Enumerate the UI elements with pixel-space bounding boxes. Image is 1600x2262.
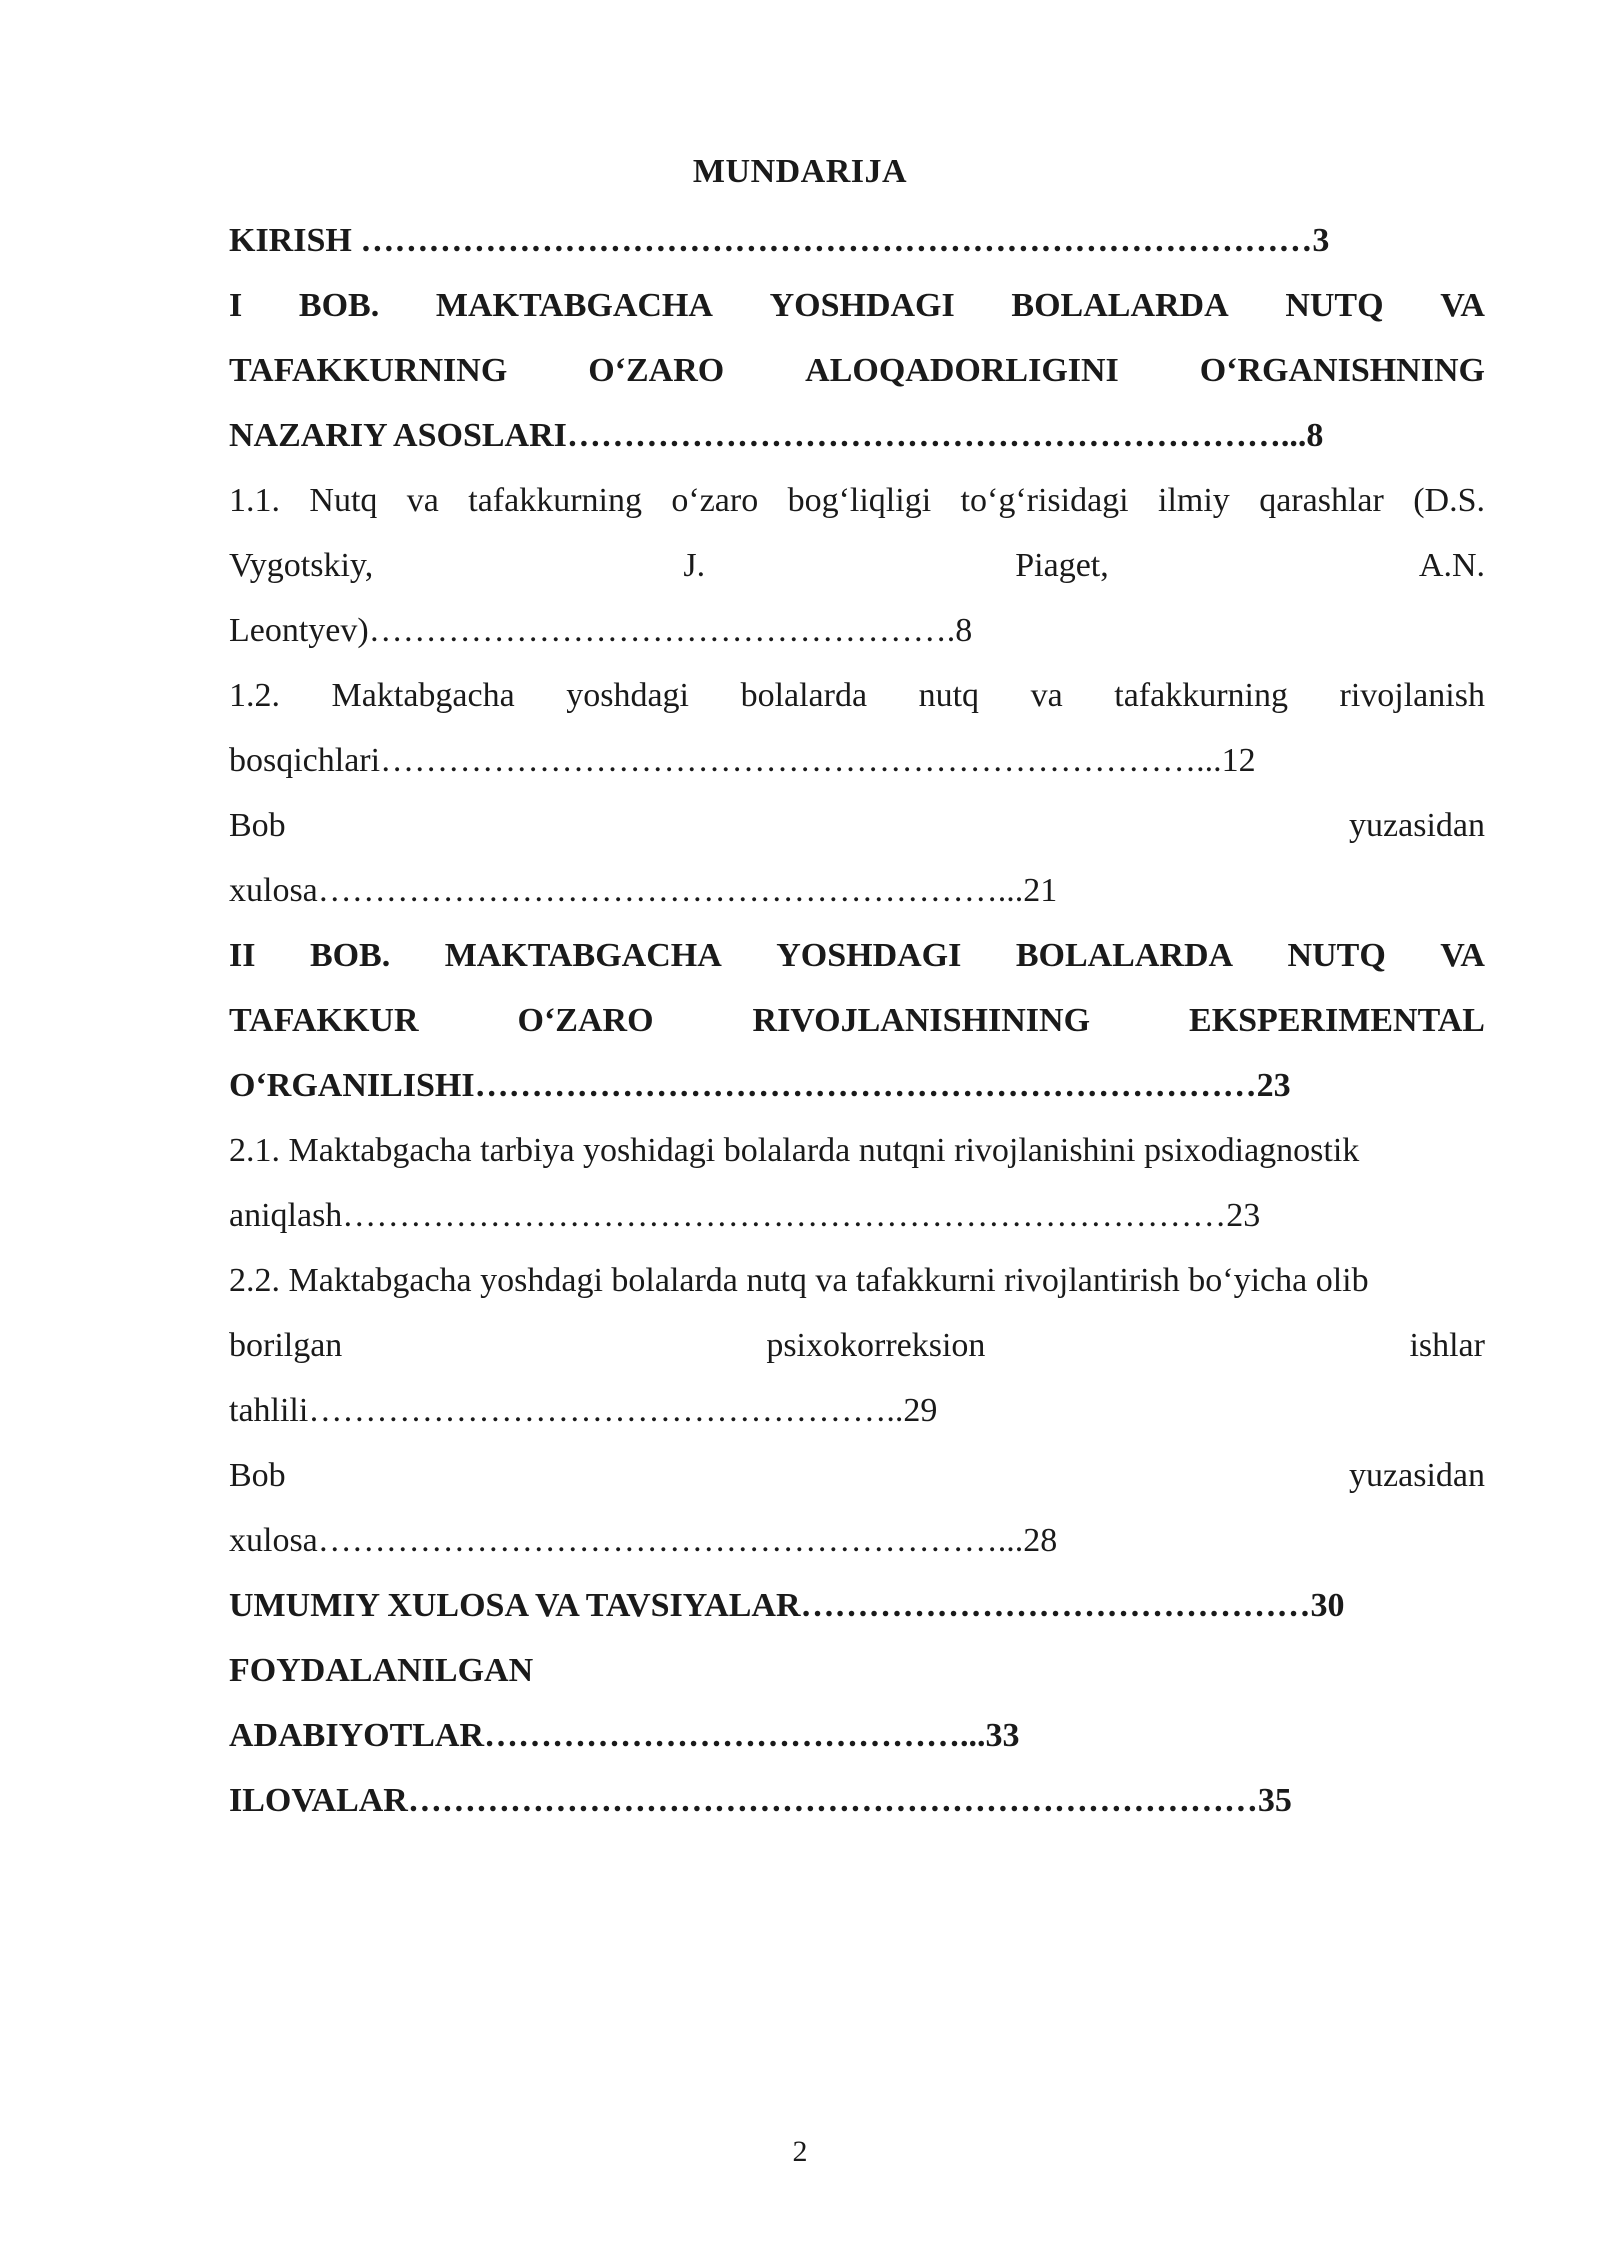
toc-word: 1.2. — [229, 677, 280, 714]
toc-word: va — [1030, 677, 1063, 714]
toc-word: 1.1. — [229, 482, 280, 519]
toc-section-2-2-line-2 — [229, 1313, 1485, 1378]
toc-word: qarashlar — [1259, 482, 1384, 519]
toc-section-1-1-line-3: Leontyev)…………………………………………….8 — [229, 612, 973, 649]
toc-word: to‘g‘risidagi — [960, 482, 1129, 519]
toc-word: yuzasidan — [1349, 807, 1485, 844]
toc-entry-kirish: KIRISH …………………………………………………………………………3 — [229, 222, 1330, 259]
toc-section-2-2-line-1: 2.2. Maktabgacha yoshdagi bolalarda nutq va tafakkurni rivojlantirish bo‘yicha olib — [229, 1262, 1369, 1299]
toc-word: tafakkurning — [468, 482, 642, 519]
toc-chapter-2-title-line-2 — [229, 988, 1485, 1053]
toc-word: BOB. — [309, 937, 391, 974]
toc-word: yuzasidan — [1349, 1457, 1485, 1494]
toc-word: bog‘liqligi — [787, 482, 932, 519]
toc-word: ishlar — [1409, 1327, 1485, 1364]
toc-word: rivojlanish — [1339, 677, 1485, 714]
toc-word: BOLALARDA — [1011, 287, 1229, 324]
toc-word: bolalarda — [740, 677, 868, 714]
toc-word: borilgan — [229, 1327, 343, 1364]
toc-chapter-2-title-line-3: O‘RGANILISHI……………………………………………………………23 — [229, 1067, 1291, 1104]
toc-word: MAKTABGACHA — [435, 287, 713, 324]
toc-chapter-2-summary-line-2: xulosa……………………………………………………...28 — [229, 1522, 1058, 1559]
toc-word: (D.S. — [1413, 482, 1485, 519]
toc-section-2-1-line-1: 2.1. Maktabgacha tarbiya yoshidagi bolalarda nutqni rivojlanishini psixodiagnostik — [229, 1132, 1360, 1169]
toc-word: Vygotskiy, — [229, 547, 374, 584]
toc-section-1-1-line-2 — [229, 533, 1485, 598]
toc-word: BOLALARDA — [1015, 937, 1234, 974]
toc-chapter-2-summary-line-1 — [229, 1443, 1485, 1508]
toc-entry-appendices: ILOVALAR…………………………………………………………………35 — [229, 1782, 1292, 1819]
toc-entry-references-line-1: FOYDALANILGAN — [229, 1652, 534, 1689]
page-title: MUNDARIJA — [692, 153, 908, 190]
toc-word: o‘zaro — [671, 482, 759, 519]
toc-word: NUTQ — [1287, 937, 1386, 974]
toc-word: J. — [683, 547, 706, 584]
toc-word: VA — [1440, 287, 1485, 324]
toc-word: va — [406, 482, 439, 519]
toc-word: VA — [1440, 937, 1485, 974]
page-number: 2 — [792, 2135, 808, 2168]
toc-section-2-2-line-3: tahlili……………………………………………..29 — [229, 1392, 938, 1429]
toc-word: NUTQ — [1285, 287, 1384, 324]
toc-word: yoshdagi — [566, 677, 690, 714]
toc-entry-references-line-2: ADABIYOTLAR……………………………………...33 — [229, 1717, 1020, 1754]
toc-chapter-1-title-line-3: NAZARIY ASOSLARI………………………………………………………...8 — [229, 417, 1324, 454]
toc-word: YOSHDAGI — [776, 937, 962, 974]
toc-word: ALOQADORLIGINI — [805, 352, 1119, 389]
toc-word: II — [229, 937, 256, 974]
toc-word: MAKTABGACHA — [444, 937, 722, 974]
toc-section-2-1-line-2: aniqlash……………………………………………………………………23 — [229, 1197, 1261, 1234]
toc-word: EKSPERIMENTAL — [1189, 1002, 1485, 1039]
toc-chapter-1-title-line-1 — [229, 273, 1485, 338]
toc-word: Bob — [229, 807, 286, 844]
toc-word: O‘RGANISHNING — [1199, 352, 1485, 389]
toc-word: tafakkurning — [1114, 677, 1288, 714]
toc-word: A.N. — [1418, 547, 1485, 584]
toc-word: Piaget, — [1015, 547, 1109, 584]
toc-word: Bob — [229, 1457, 286, 1494]
toc-word: BOB. — [298, 287, 380, 324]
toc-chapter-1-summary-line-1 — [229, 793, 1485, 858]
toc-word: YOSHDAGI — [769, 287, 955, 324]
toc-word: I — [229, 287, 243, 324]
toc-chapter-1-title-line-2 — [229, 338, 1485, 403]
toc-word: TAFAKKURNING — [229, 352, 508, 389]
toc-word: TAFAKKUR — [229, 1002, 419, 1039]
table-of-contents — [229, 208, 1485, 1833]
toc-word: ilmiy — [1158, 482, 1230, 519]
toc-chapter-2-title-line-1 — [229, 923, 1485, 988]
toc-word: RIVOJLANISHINING — [752, 1002, 1091, 1039]
toc-word: Maktabgacha — [331, 677, 515, 714]
toc-chapter-1-summary-line-2: xulosa……………………………………………………...21 — [229, 872, 1058, 909]
toc-word: O‘ZARO — [588, 352, 725, 389]
toc-word: psixokorreksion — [766, 1327, 986, 1364]
toc-word: Nutq — [309, 482, 378, 519]
toc-word: nutq — [918, 677, 980, 714]
toc-section-1-2-line-2: bosqichlari………………………………………………………………...12 — [229, 742, 1256, 779]
toc-section-1-1-line-1 — [229, 468, 1485, 533]
toc-entry-conclusions: UMUMIY XULOSA VA TAVSIYALAR………………………………………30 — [229, 1587, 1345, 1624]
toc-word: O‘ZARO — [517, 1002, 654, 1039]
toc-section-1-2-line-1 — [229, 663, 1485, 728]
